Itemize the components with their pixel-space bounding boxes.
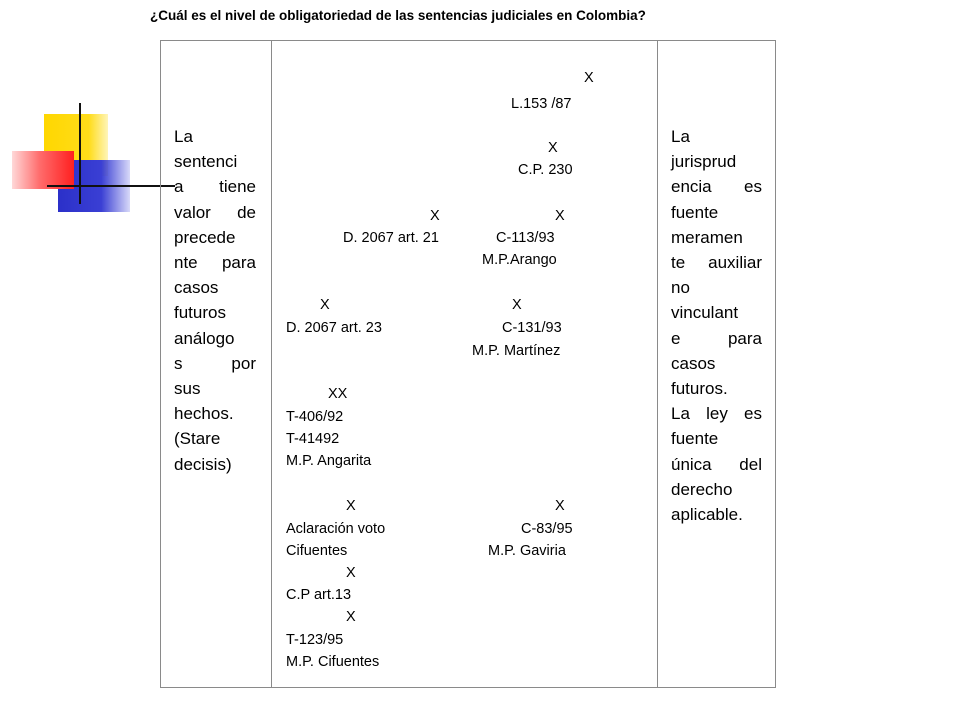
d2067-21-label: D. 2067 art. 21 (343, 230, 439, 246)
c113-label: C-113/93 (496, 230, 555, 246)
right-line: La ley es (671, 404, 762, 424)
right-line: aplicable. (671, 505, 743, 525)
right-line: fuente (671, 429, 719, 449)
left-line: (Stare (174, 429, 221, 449)
cp230-mark: X (548, 140, 558, 156)
t406-mp: M.P. Angarita (286, 453, 372, 469)
right-line: La (671, 127, 690, 146)
vertical-line-decoration (79, 103, 81, 204)
d2067-21-mark: X (430, 208, 440, 224)
right-line: futuros. (671, 379, 728, 399)
right-line: meramen (671, 227, 743, 247)
left-line: a tiene (174, 177, 256, 197)
cp230-label: C.P. 230 (518, 162, 573, 178)
page-title: ¿Cuál es el nivel de obligatoriedad de las sentencias judiciales en Colombia? (150, 8, 646, 23)
ley153-mark: X (584, 70, 594, 86)
cp13-mark: X (346, 565, 356, 581)
right-column-text (671, 124, 762, 527)
c83-mark: X (555, 498, 565, 514)
left-line: La (174, 127, 193, 146)
c83-label: C-83/95 (521, 521, 573, 537)
column-divider-right (657, 41, 658, 687)
right-line: jurisprud (671, 152, 737, 172)
c113-mark: X (555, 208, 565, 224)
c131-mp: M.P. Martínez (472, 343, 561, 359)
right-line: encia es (671, 177, 762, 197)
right-line: derecho (671, 479, 733, 499)
t41492-label: T-41492 (286, 431, 340, 447)
aclaracion-label: Aclaración voto (286, 521, 386, 537)
left-line: valor de (174, 202, 256, 222)
right-line: te auxiliar (671, 253, 762, 273)
left-line: precede (174, 227, 236, 247)
left-line: decisis) (174, 454, 232, 474)
horizontal-line-decoration (47, 185, 175, 187)
right-line: e para (671, 328, 762, 348)
c131-label: C-131/93 (502, 320, 562, 336)
t123-mp: M.P. Cifuentes (286, 654, 380, 670)
t406-mark: XX (328, 386, 348, 402)
d2067-23-mark: X (320, 297, 330, 313)
aclaracion-mark: X (346, 498, 356, 514)
t123-label: T-123/95 (286, 632, 344, 648)
left-line: sentenci (174, 152, 238, 172)
left-line: hechos. (174, 404, 234, 424)
c83-mp: M.P. Gaviria (488, 543, 566, 559)
d2067-23-label: D. 2067 art. 23 (286, 320, 382, 336)
c131-mark: X (512, 297, 522, 313)
t123-mark: X (346, 609, 356, 625)
left-line: análogo (174, 328, 235, 348)
right-line: única del (671, 454, 762, 474)
left-line: nte para (174, 253, 256, 273)
right-line: vinculant (671, 303, 739, 323)
cifuentes-label: Cifuentes (286, 543, 348, 559)
left-line: s por (174, 353, 256, 373)
red-square-decoration (12, 151, 74, 189)
t406-label: T-406/92 (286, 409, 344, 425)
c113-mp: M.P.Arango (482, 252, 557, 268)
right-line: casos (671, 353, 716, 373)
cp13-label: C.P art.13 (286, 587, 352, 603)
left-column-text (174, 124, 256, 477)
left-line: futuros (174, 303, 226, 323)
left-line: casos (174, 278, 219, 298)
right-line: fuente (671, 202, 719, 222)
ley153-label: L.153 /87 (511, 96, 572, 112)
right-line: no (671, 278, 690, 298)
left-line: sus (174, 379, 201, 399)
column-divider-left (271, 41, 272, 687)
